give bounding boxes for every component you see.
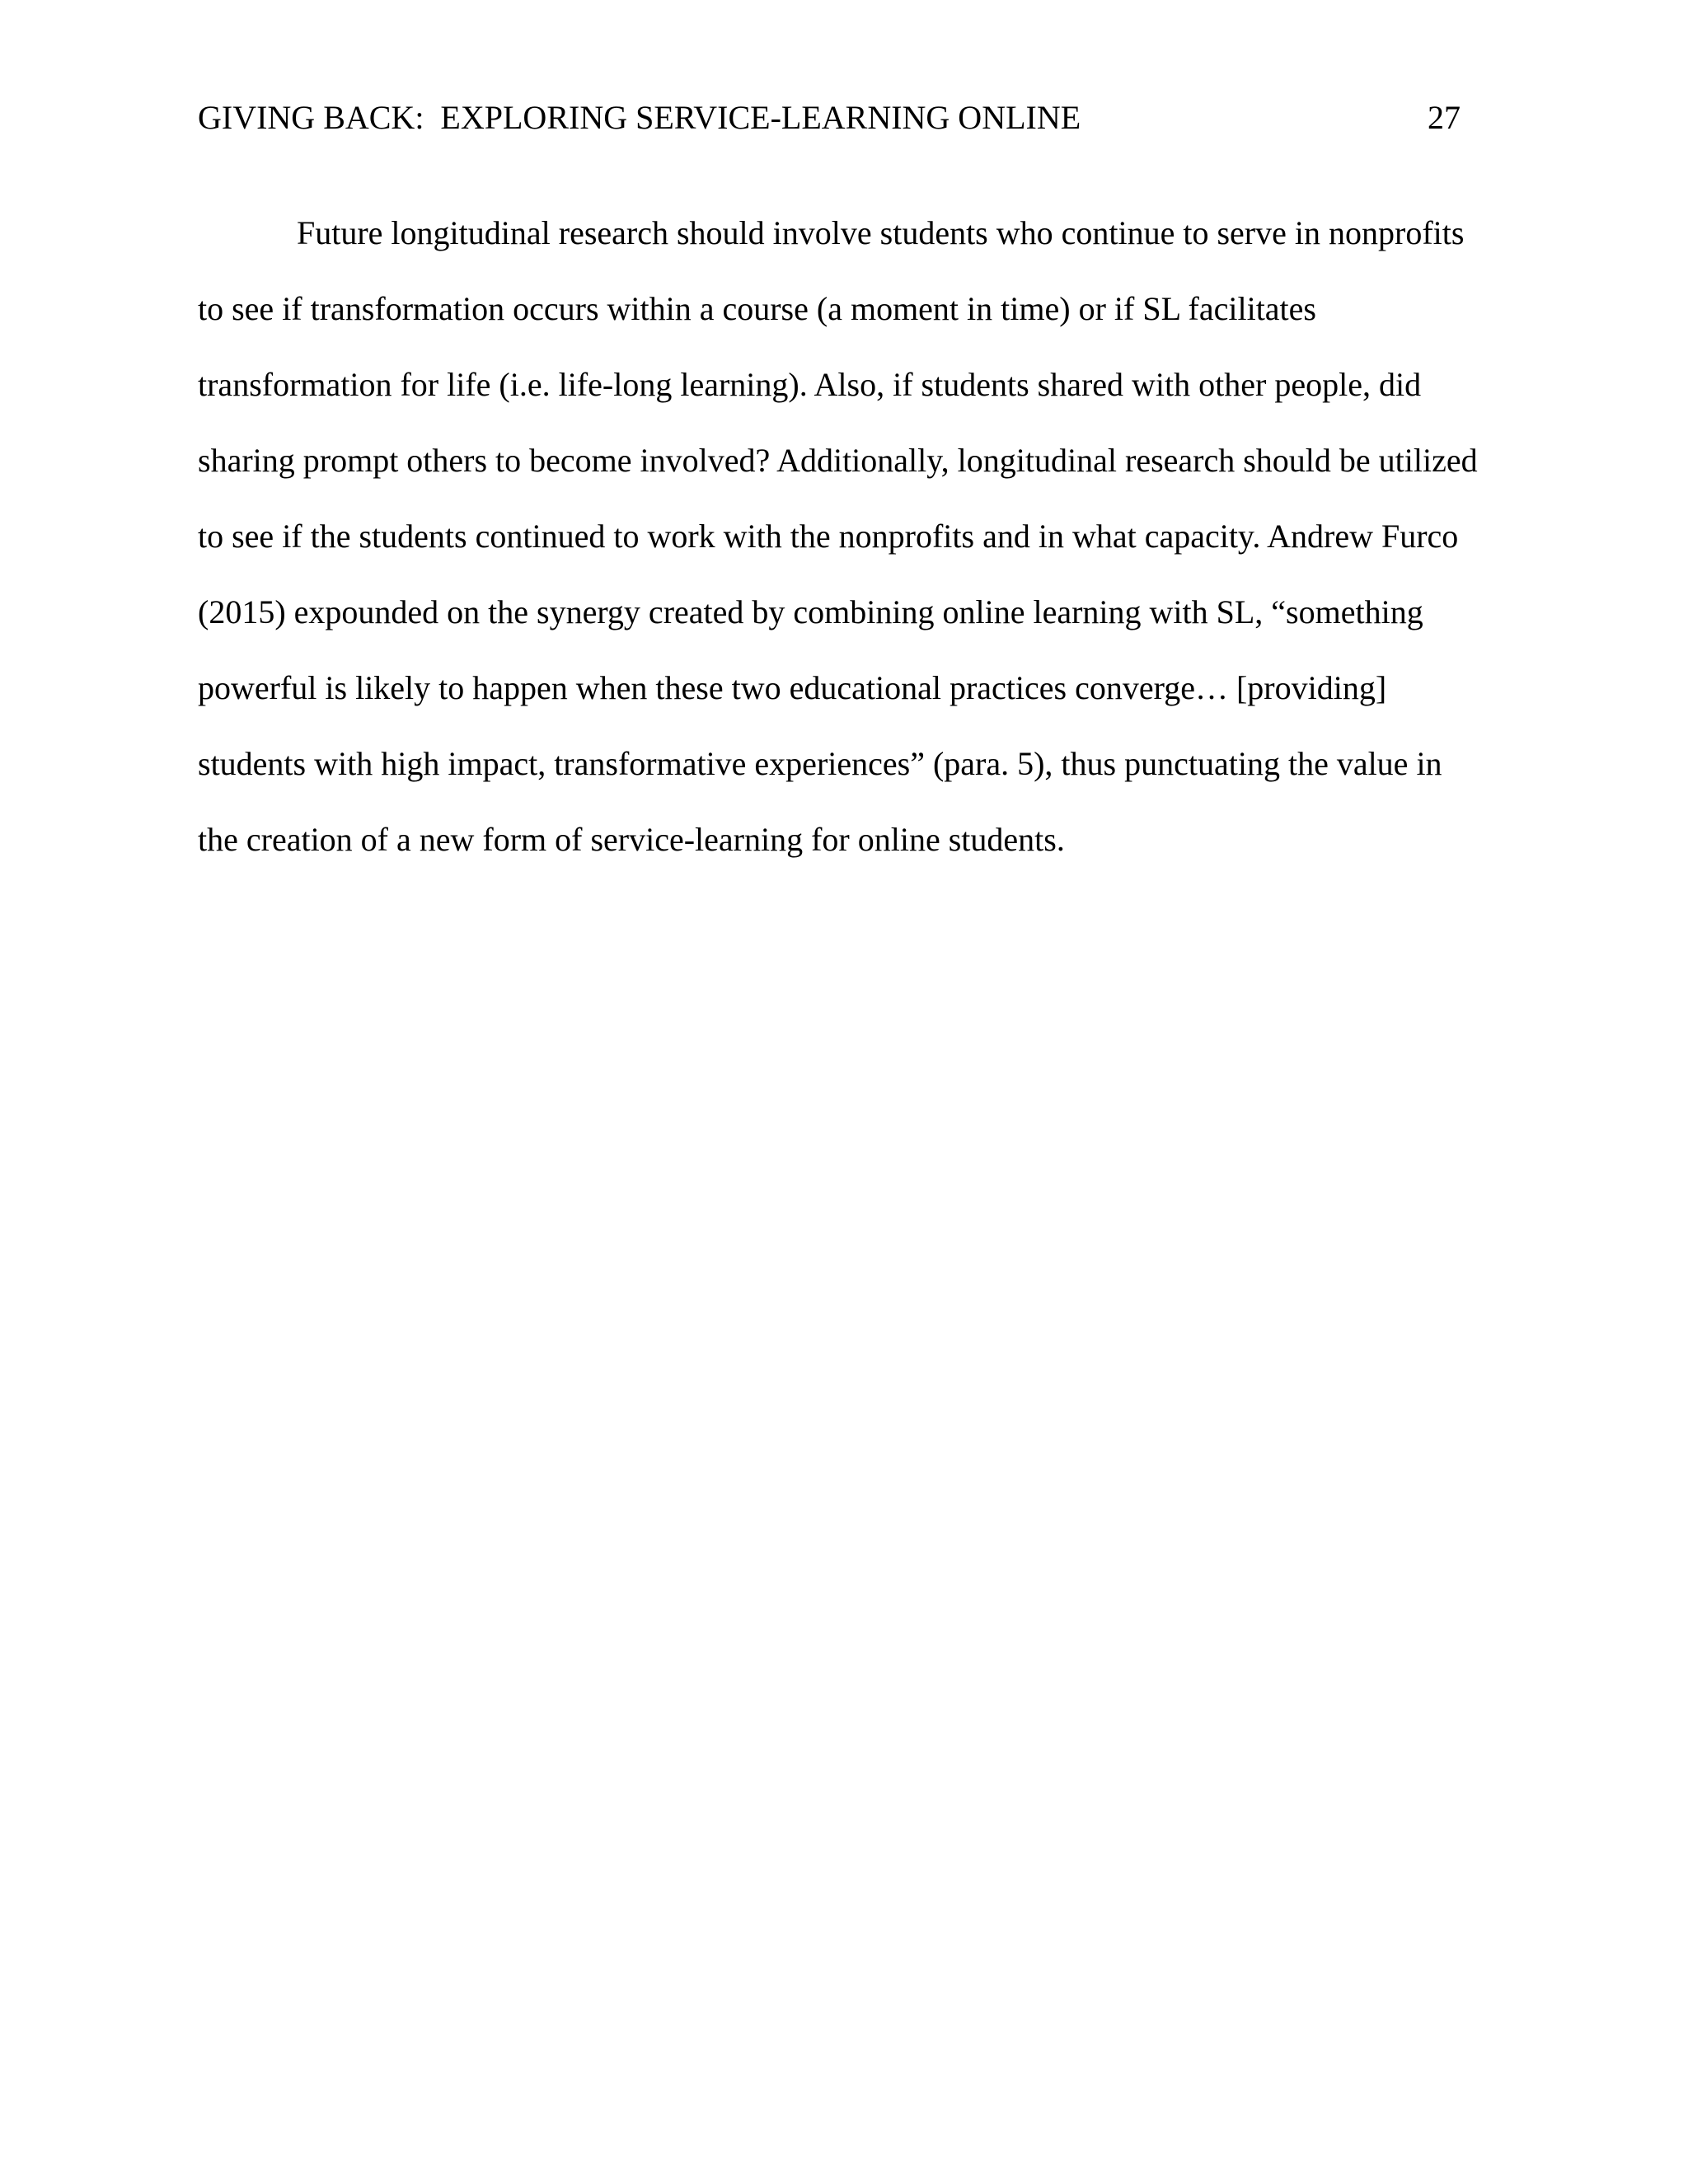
page-number: 27 [1428,99,1461,136]
paragraph-line: sharing prompt others to become involved? Additionally, longitudinal research should be utilized [198,442,1478,479]
paragraph-line: transformation for life (i.e. life-long learning). Also, if students shared with other people, did [198,366,1422,403]
paragraph-line: to see if the students continued to work with the nonprofits and in what capacity. Andrew Furco [198,518,1459,555]
paragraph-line: (2015) expounded on the synergy created by combining online learning with SL, “something [198,593,1423,630]
paragraph-line: to see if transformation occurs within a course (a moment in time) or if SL facilitates [198,290,1316,327]
running-head: GIVING BACK: EXPLORING SERVICE-LEARNING ONLINE [198,99,1081,136]
paragraph-line: powerful is likely to happen when these two educational practices converge… [providing] [198,669,1387,706]
paragraph-line: Future longitudinal research should involve students who continue to serve in nonprofits [297,214,1465,251]
paragraph-line: students with high impact, transformative experiences” (para. 5), thus punctuating the value in [198,745,1442,782]
body-paragraph [198,195,1492,878]
paragraph-line: the creation of a new form of service-learning for online students. [198,821,1065,858]
